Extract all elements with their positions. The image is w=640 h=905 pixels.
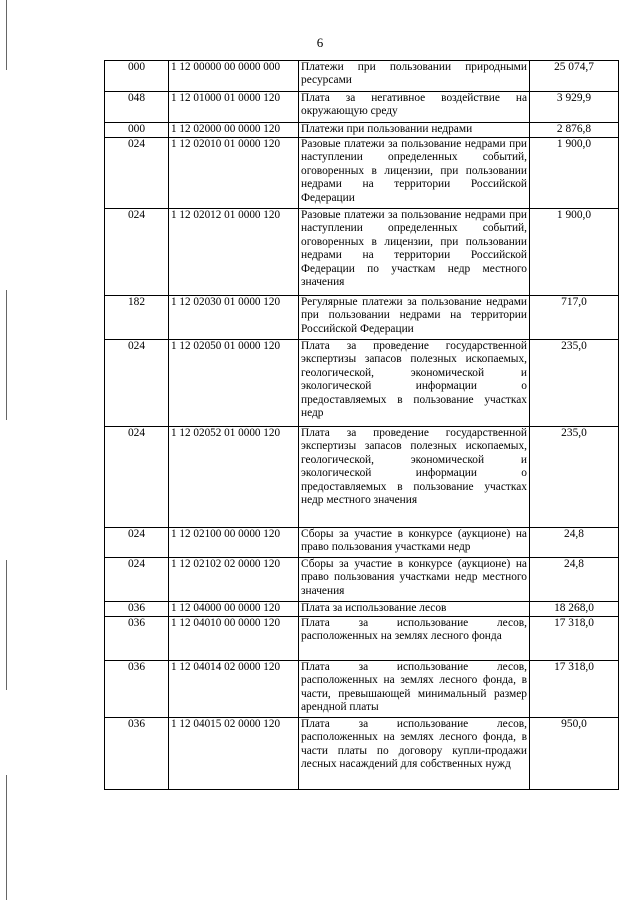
table-row — [105, 602, 619, 617]
budget-classification-code-cell: 1 12 04000 00 0000 120 — [169, 602, 299, 617]
amount-cell: 950,0 — [530, 718, 619, 790]
budget-classification-code-cell: 1 12 04015 02 0000 120 — [169, 718, 299, 790]
amount-cell: 24,8 — [530, 558, 619, 602]
revenue-name-cell: Сборы за участие в конкурсе (аукционе) на право пользования участками недр — [299, 528, 530, 558]
admin-code-cell: 048 — [105, 92, 169, 123]
revenue-name-cell: Разовые платежи за пользование недрами при наступлении определенных событий, оговоренных в лицензии, при пользовании недрами на территории Российской Федерации по участкам недр местного значения — [299, 209, 530, 296]
left-margin-line — [6, 290, 7, 420]
budget-classification-code-cell: 1 12 02102 02 0000 120 — [169, 558, 299, 602]
revenue-name-cell: Плата за использование лесов, расположенных на землях лесного фонда, в части платы по договору купли-продажи лесных насаждений для собственных нужд — [299, 718, 530, 790]
table-row — [105, 558, 619, 602]
table-row — [105, 92, 619, 123]
table-row — [105, 661, 619, 718]
page-number: 6 — [316, 35, 324, 50]
amount-cell: 235,0 — [530, 340, 619, 427]
revenue-name-cell: Плата за использование лесов, расположенных на землях лесного фонда — [299, 617, 530, 661]
budget-classification-code-cell: 1 12 02030 01 0000 120 — [169, 296, 299, 340]
budget-classification-code-cell: 1 12 00000 00 0000 000 — [169, 61, 299, 92]
table-row — [105, 296, 619, 340]
budget-classification-code-cell: 1 12 04010 00 0000 120 — [169, 617, 299, 661]
revenue-name-cell: Плата за использование лесов — [299, 602, 530, 617]
amount-cell: 24,8 — [530, 528, 619, 558]
amount-cell: 717,0 — [530, 296, 619, 340]
budget-classification-code-cell: 1 12 02012 01 0000 120 — [169, 209, 299, 296]
table-row — [105, 718, 619, 790]
amount-cell: 17 318,0 — [530, 617, 619, 661]
admin-code-cell: 036 — [105, 602, 169, 617]
admin-code-cell: 024 — [105, 528, 169, 558]
admin-code-cell: 024 — [105, 558, 169, 602]
revenue-name-cell: Платежи при пользовании недрами — [299, 123, 530, 138]
admin-code-cell: 024 — [105, 209, 169, 296]
table-row — [105, 340, 619, 427]
admin-code-cell: 182 — [105, 296, 169, 340]
budget-classification-code-cell: 1 12 02010 01 0000 120 — [169, 138, 299, 209]
admin-code-cell: 024 — [105, 138, 169, 209]
left-margin-line — [6, 775, 7, 900]
revenue-name-cell: Плата за проведение государственной экспертизы запасов полезных ископаемых, геологической, экономической и экологической информации о предоставляемых в пользование участках недр — [299, 340, 530, 427]
table-row — [105, 427, 619, 528]
admin-code-cell: 024 — [105, 427, 169, 528]
amount-cell: 1 900,0 — [530, 138, 619, 209]
revenue-name-cell: Разовые платежи за пользование недрами при наступлении определенных событий, оговоренных в лицензии, при пользовании недрами на территории Российской Федерации — [299, 138, 530, 209]
amount-cell: 18 268,0 — [530, 602, 619, 617]
amount-cell: 1 900,0 — [530, 209, 619, 296]
revenue-table — [104, 60, 619, 790]
admin-code-cell: 036 — [105, 617, 169, 661]
amount-cell: 235,0 — [530, 427, 619, 528]
admin-code-cell: 024 — [105, 340, 169, 427]
table-row — [105, 138, 619, 209]
table-row — [105, 617, 619, 661]
budget-classification-code-cell: 1 12 02050 01 0000 120 — [169, 340, 299, 427]
table-row — [105, 209, 619, 296]
admin-code-cell: 000 — [105, 61, 169, 92]
revenue-name-cell: Сборы за участие в конкурсе (аукционе) на право пользования участками недр местного значения — [299, 558, 530, 602]
revenue-name-cell: Плата за проведение государственной экспертизы запасов полезных ископаемых, геологической, экономической и экологической информации о предоставляемых в пользование участках недр местного значения — [299, 427, 530, 528]
admin-code-cell: 000 — [105, 123, 169, 138]
revenue-table-body — [105, 61, 619, 790]
budget-classification-code-cell: 1 12 01000 01 0000 120 — [169, 92, 299, 123]
amount-cell: 3 929,9 — [530, 92, 619, 123]
table-row — [105, 528, 619, 558]
revenue-name-cell: Регулярные платежи за пользование недрами при пользовании недрами на территории Российской Федерации — [299, 296, 530, 340]
amount-cell: 17 318,0 — [530, 661, 619, 718]
table-row — [105, 61, 619, 92]
left-margin-line — [6, 560, 7, 690]
table-row — [105, 123, 619, 138]
budget-classification-code-cell: 1 12 04014 02 0000 120 — [169, 661, 299, 718]
admin-code-cell: 036 — [105, 718, 169, 790]
budget-classification-code-cell: 1 12 02100 00 0000 120 — [169, 528, 299, 558]
budget-classification-code-cell: 1 12 02052 01 0000 120 — [169, 427, 299, 528]
budget-classification-code-cell: 1 12 02000 00 0000 120 — [169, 123, 299, 138]
amount-cell: 2 876,8 — [530, 123, 619, 138]
revenue-name-cell: Плата за негативное воздействие на окружающую среду — [299, 92, 530, 123]
revenue-name-cell: Платежи при пользовании природными ресурсами — [299, 61, 530, 92]
admin-code-cell: 036 — [105, 661, 169, 718]
amount-cell: 25 074,7 — [530, 61, 619, 92]
revenue-name-cell: Плата за использование лесов, расположенных на землях лесного фонда, в части, превышающей минимальный размер арендной платы — [299, 661, 530, 718]
